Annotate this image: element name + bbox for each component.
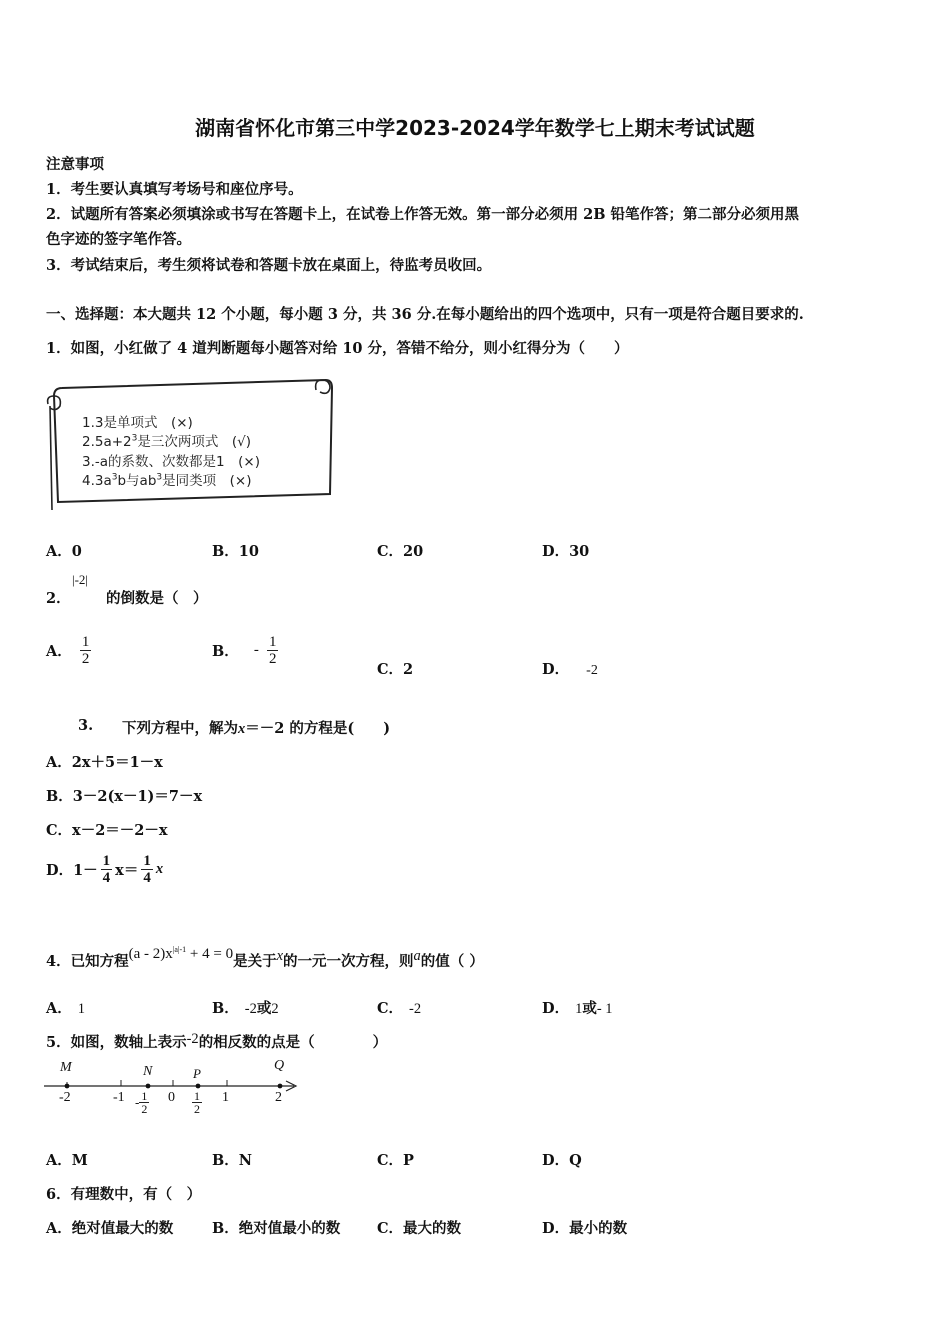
q5-option-c[interactable]: C．P [377,1152,414,1169]
tick-label-neg-half: - $\frac{1}{2}$ [135,1089,148,1116]
q3-option-c[interactable]: C．x－2＝－2－x [46,822,168,839]
q5-option-b[interactable]: B．N [212,1152,253,1169]
scroll-line-1: 1.3是单项式 (×) [82,415,193,431]
point-p [196,1084,201,1089]
tick-label-half: $\frac{1}{2}$ [194,1089,200,1116]
q4-option-a[interactable]: A． 1 [46,1000,86,1017]
q4-option-b[interactable]: B． -2或2 [212,1000,279,1017]
label-n: N [143,1064,153,1079]
q1-option-b[interactable]: B．10 [212,543,259,560]
q6-option-d[interactable]: D．最小的数 [542,1220,628,1237]
scroll-line-3: 3.-a的系数、次数都是1 (×) [82,454,260,470]
q1-stem: 1．如图，小红做了 4 道判断题每小题答对给 10 分，答错不给分，则小红得分为（ ） [46,340,629,357]
notice-item-1: 1．考生要认真填写考场号和座位序号。 [46,181,303,198]
label-q: Q [274,1058,285,1073]
q6-option-c[interactable]: C．最大的数 [377,1220,462,1237]
q2-number: 2． [46,590,71,607]
tick-label-1: 1 [222,1090,229,1105]
q1-option-c[interactable]: C．20 [377,543,424,560]
q2-stem: 的倒数是（ ） [106,590,208,607]
q4-option-c[interactable]: C． -2 [377,1000,422,1017]
q3-number: 3. [78,717,94,734]
notice-item-3: 3．考试结束后，考生须将试卷和答题卡放在桌面上，待监考员收回。 [46,257,492,274]
q2-option-c[interactable]: C．2 [377,661,414,678]
q3-stem: 下列方程中，解为x＝－2 的方程是( ) [122,720,391,737]
q6-option-a[interactable]: A．绝对值最大的数 [46,1220,174,1237]
q6-stem: 6．有理数中，有（ ） [46,1186,202,1203]
tick-label-0: 0 [168,1090,175,1105]
tick-label-m1: -1 [113,1090,125,1105]
q3-option-d[interactable]: D．1－ $\frac{1}{4}$ x＝ $\frac{1}{4}$ x [46,853,164,886]
section-heading: 一、选择题：本大题共 12 个小题，每小题 3 分，共 36 分.在每小题给出的四个选项中，只有一项是符合题目要求的. [46,306,804,323]
q5-option-d[interactable]: D．Q [542,1152,582,1169]
number-line [40,1058,310,1128]
tick-label-m2: -2 [59,1090,71,1105]
q6-option-b[interactable]: B．绝对值最小的数 [212,1220,341,1237]
q5-option-a[interactable]: A．M [46,1152,88,1169]
q4-option-d[interactable]: D． 1或- 1 [542,1000,613,1017]
q2-option-a[interactable]: A． $\frac{1}{2}$ [46,634,90,667]
point-n [146,1084,151,1089]
point-q [278,1084,283,1089]
q2-option-d[interactable]: D． -2 [542,661,598,678]
q3-option-a[interactable]: A．2x＋5＝1－x [46,754,163,771]
scroll-line-4: $4.3a^3b$与$ab^3$是同类项 (×) [82,472,252,489]
q2-abs-expr: |-2| [72,572,89,587]
q1-option-a[interactable]: A．0 [46,543,82,560]
label-m: M [60,1060,72,1075]
scroll-line-2: $2.5a+2^3$是三次两项式 (√) [82,433,252,450]
q3-option-b[interactable]: B．3－2(x－1)＝7－x [46,788,203,805]
q5-stem: 5．如图，数轴上表示-2的相反数的点是（ ） [46,1031,388,1051]
notice-item-2-cont: 色字迹的签字笔作答。 [46,231,191,248]
tick-label-2: 2 [275,1090,282,1105]
q1-option-d[interactable]: D．30 [542,543,590,560]
notice-item-2: 2．试题所有答案必须填涂或书写在答题卡上，在试卷上作答无效。第一部分必须用 2B 铅笔作答；第二部分必须用黑 [46,206,800,223]
point-m [65,1084,70,1089]
page-title: 湖南省怀化市第三中学2023-2024学年数学七上期末考试试题 [195,116,755,140]
q4-stem: 4．已知方程$(a - 2)x^{|a|-1} + 4 = 0$是关于x的一元一次方程，则a的值（ ） [46,945,484,970]
notice-heading: 注意事项 [46,156,104,173]
label-p: P [193,1066,201,1081]
q2-option-b[interactable]: B． - $\frac{1}{2}$ [212,634,277,667]
